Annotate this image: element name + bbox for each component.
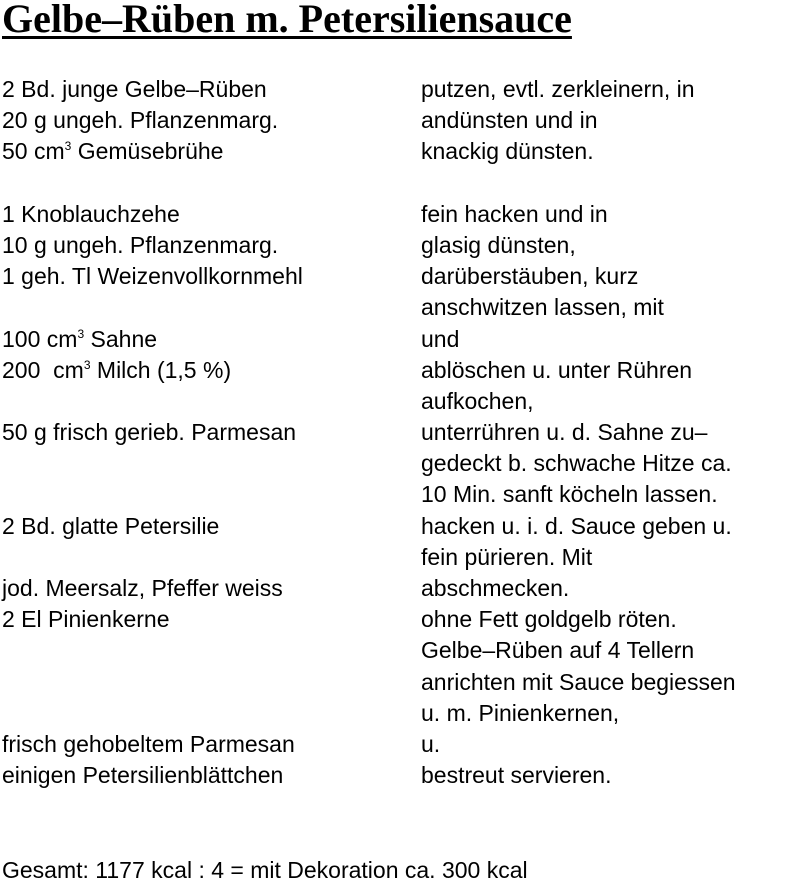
ingredient [2,324,157,355]
ingredient-name: Milch (1,5 %) [90,356,232,383]
instruction: ohne Fett goldgelb röten. [421,606,677,633]
recipe-row [0,417,788,448]
ingredient: 1 Knoblauchzehe [2,200,180,227]
recipe-row [0,324,788,355]
instruction: knackig dünsten. [421,138,594,165]
recipe-title: Gelbe–Rüben m. Petersiliensauce [2,0,572,41]
recipe-row [0,74,788,105]
ingredient: jod. Meersalz, Pfeffer weiss [2,575,283,601]
instruction: unterrühren u. d. Sahne zu– [421,419,708,446]
instruction: anschwitzen lassen, mit [421,294,664,321]
ingredient [2,136,223,167]
instruction: fein hacken und in [421,200,608,227]
instruction: Gelbe–Rüben auf 4 Tellern [421,637,695,664]
instruction: andünsten und in [421,107,598,134]
recipe-row [0,105,788,136]
recipe-row [0,136,788,167]
instruction: darüberstäuben, kurz [421,263,639,290]
recipe-row [0,604,788,635]
instruction: hacken u. i. d. Sauce geben u. [421,512,732,539]
ingredient [2,355,231,386]
recipe-row [0,168,788,199]
instruction: anrichten mit Sauce begiessen [421,668,736,695]
ingredient: frisch gehobeltem Parmesan [2,730,295,757]
ingredient-name: Sahne [84,325,158,352]
ingredient: 2 El Pinienkerne [2,606,170,633]
instruction: abschmecken. [421,575,570,601]
instruction: fein pürieren. Mit [421,543,593,570]
instruction: und [421,325,460,352]
ingredient-amount: 50 cm [2,138,65,165]
ingredient: 2 Bd. junge Gelbe–Rüben [2,76,267,102]
recipe-row [0,573,788,604]
recipe-row [0,635,788,666]
recipe-row [0,729,788,760]
instruction: aufkochen, [421,387,534,414]
instruction: gedeckt b. schwache Hitze ca. [421,450,732,477]
recipe-row [0,292,788,323]
calorie-total: Gesamt: 1177 kcal : 4 = mit Dekoration ca. 300 kcal [2,857,528,883]
recipe-row [0,386,788,417]
superscript: 3 [83,357,91,372]
recipe-row [0,261,788,292]
ingredient: 20 g ungeh. Pflanzenmarg. [2,107,279,134]
recipe-row [0,479,788,510]
recipe-row [0,698,788,729]
recipe-table [0,74,788,791]
ingredient-amount: 100 cm [2,325,78,352]
recipe-row [0,667,788,698]
ingredient: 2 Bd. glatte Petersilie [2,512,220,539]
ingredient-name: Gemüsebrühe [71,138,224,165]
instruction: bestreut servieren. [421,762,612,789]
recipe-row [0,542,788,573]
superscript: 3 [77,326,85,341]
recipe-row [0,760,788,791]
recipe-row [0,448,788,479]
instruction: u. m. Pinienkernen, [421,699,620,726]
recipe-row [0,199,788,230]
ingredient: 10 g ungeh. Pflanzenmarg. [2,231,279,258]
ingredient: einigen Petersilienblättchen [2,762,284,789]
superscript: 3 [64,139,72,154]
instruction: putzen, evtl. zerkleinern, in [421,76,695,102]
ingredient-amount: 200 cm [2,356,84,383]
instruction: 10 Min. sanft köcheln lassen. [421,481,718,508]
ingredient: 1 geh. Tl Weizenvollkornmehl [2,263,303,290]
recipe-row [0,511,788,542]
instruction: u. [421,730,441,757]
instruction: ablöschen u. unter Rühren [421,356,693,383]
recipe-row [0,355,788,386]
instruction: glasig dünsten, [421,231,576,258]
ingredient: 50 g frisch gerieb. Parmesan [2,419,297,446]
recipe-row [0,230,788,261]
